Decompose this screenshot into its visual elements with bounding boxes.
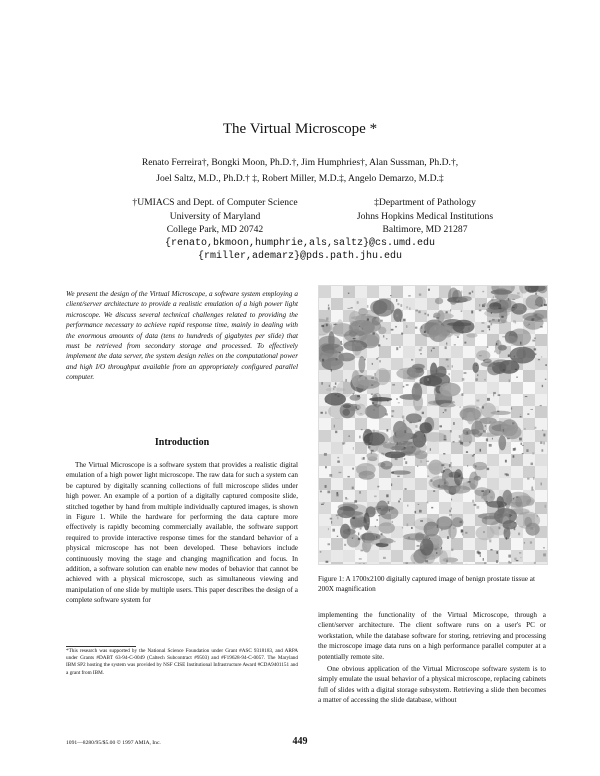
right-column-body (318, 610, 546, 708)
page-number: 449 (292, 736, 308, 747)
author-line-1: Renato Ferreira†, Bongki Moon, Ph.D.†, Jim Humphries†, Alan Sussman, Ph.D.†, (141, 157, 459, 168)
email-line-2: {rmiller,ademarz}@pds.path.jhu.edu (197, 251, 403, 262)
email-line-1: {renato,bkmoon,humphrie,als,saltz}@cs.umd.edu (164, 238, 436, 249)
affiliation-line: †UMIACS and Dept. of Computer Science (132, 197, 298, 208)
affiliation-line: Baltimore, MD 21287 (382, 224, 468, 235)
paper-title: The Virtual Microscope * (222, 121, 378, 137)
paragraph: The Virtual Microscope is a software system that provides a realistic digital emulation of a high power light microscope. The raw data for such a system can be captured by digitally scanning collections of full microscope slides under high power. An example of a portion of a digitally captured composite slide, stitched together by hand from multiple individually captured images, is shown in Figure 1. While the hardware for performing the data capture more effectively is rapidly becoming commercially available, the software support required to provide interactive response times for the standard behavior of a physical microscope has not been developed. These behaviors include continuously moving the stage and changing magnification and focus. In addition, a software solution can enable new modes of behavior that cannot be achieved with a physical microscope, such as simultaneous viewing and manipulation of one slide by multiple users. This paper describes the design of a complete software system for (66, 461, 298, 605)
author-emails (0, 237, 600, 263)
author-list (0, 155, 600, 187)
paragraph: implementing the functionality of the Virtual Microscope, through a client/server architecture. The client software runs on a user's PC or workstation, while the database software for storing, retrieving and processing the microscope image data runs on a high performance parallel computer at a potentially remote site. (318, 611, 546, 661)
affiliation-umd (100, 196, 330, 237)
affiliation-line: University of Maryland (169, 210, 261, 222)
figure-1-tissue-image (318, 285, 548, 565)
affiliation-line: College Park, MD 20742 (166, 224, 264, 235)
copyright-footer: 1091—8280/95/$5.00 © 1997 AMIA, Inc. (66, 740, 161, 746)
figure-1-caption: Figure 1: A 1700x2100 digitally captured image of benign prostate tissue at 200X magnification (318, 575, 535, 593)
paragraph: One obvious application of the Virtual Microscope software system is to simply emulate the usual behavior of a physical microscope, replacing cabinets full of slides with a digital storage subsystem. Retrieving a slide then becomes a matter of accessing the slide database, without (318, 665, 546, 705)
affiliation-line: Johns Hopkins Medical Institutions (356, 210, 494, 222)
section-heading-introduction: Introduction (154, 437, 210, 448)
footnote: *This research was supported by the National Science Foundation under Grant #ASC 9318183, and ARPA under Grants #DABT 63-94-C-0049 (Caltech Subcontract #9503) and #F19628-94-C-0057. The Maryland IBM SP2 hosting the system was provided by NSF CISE Institutional Infrastructure Award #CDA9401151 and a grant from IBM. (66, 648, 298, 676)
introduction-body (66, 460, 298, 606)
affiliation-line: ‡Department of Pathology (374, 197, 476, 208)
tissue-image (319, 286, 547, 564)
footnote-rule (66, 646, 136, 647)
abstract: We present the design of the Virtual Microscope, a software system employing a client/server architecture to provide a realistic emulation of a high power light microscope. We discuss several technical challenges related to providing the performance necessary to achieve rapid response time, mainly in dealing with the enormous amounts of data (tens to hundreds of gigabytes per slide) that must be retrieved from secondary storage and processed. To effectively implement the data server, the system design relies on the computational power and high I/O throughput available from an appropriately configured parallel computer. (66, 290, 298, 382)
author-line-2: Joel Saltz, M.D., Ph.D.† ‡, Robert Miller, M.D.‡, Angelo Demarzo, M.D.‡ (156, 173, 444, 184)
affiliation-jhu (330, 196, 520, 237)
